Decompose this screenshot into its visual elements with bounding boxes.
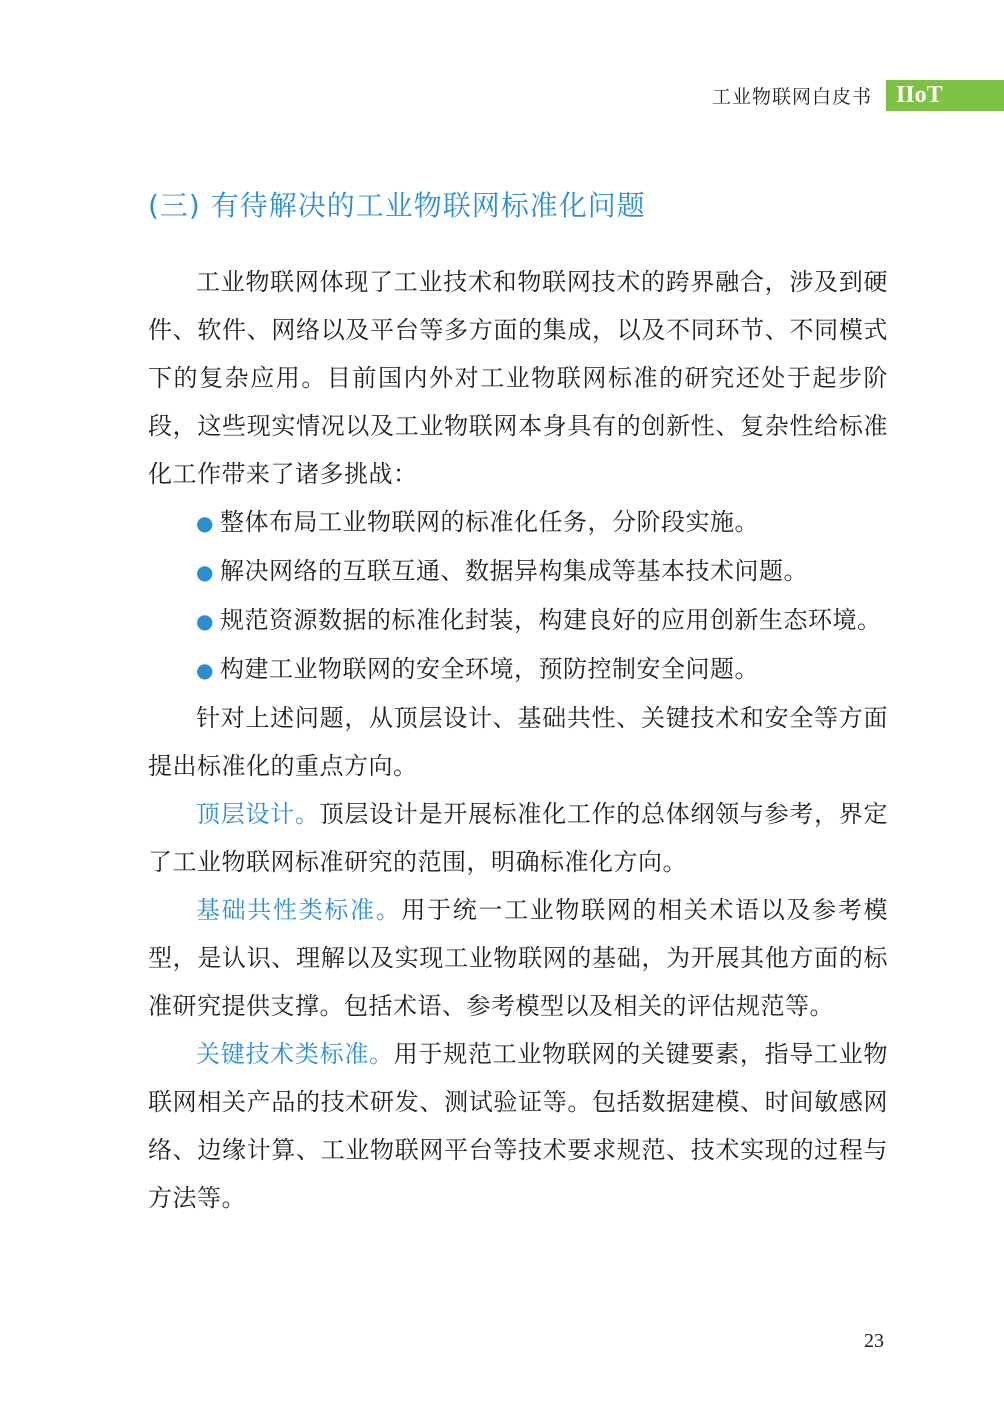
bullet-item bbox=[148, 498, 888, 547]
bullet-text: 整体布局工业物联网的标准化任务，分阶段实施。 bbox=[219, 508, 759, 536]
item-text: 顶层设计是开展标准化工作的总体纲领与参考，界定了工业物联网标准研究的范围，明确标准化方向。 bbox=[148, 800, 889, 876]
body-content bbox=[148, 258, 888, 1222]
bullet-text: 解决网络的互联互通、数据异构集成等基本技术问题。 bbox=[219, 557, 808, 585]
header-badge: IIoT bbox=[886, 80, 1004, 111]
bullet-text: 规范资源数据的标准化封装，构建良好的应用创新生态环境。 bbox=[219, 606, 882, 634]
bullet-text: 构建工业物联网的安全环境，预防控制安全问题。 bbox=[219, 655, 759, 683]
section-title: (三) 有待解决的工业物联网标准化问题 bbox=[148, 189, 646, 222]
bullet-dot-icon: ● bbox=[196, 511, 214, 535]
page-header bbox=[712, 80, 1004, 111]
page-number: 23 bbox=[864, 1330, 884, 1352]
bullet-item bbox=[148, 596, 888, 645]
bullet-dot-icon: ● bbox=[196, 658, 214, 682]
bullet-dot-icon: ● bbox=[196, 560, 214, 584]
bullet-dot-icon: ● bbox=[196, 609, 214, 633]
item-text: 用于规范工业物联网的关键要素，指导工业物联网相关产品的技术研发、测试验证等。包括数据建模、时间敏感网络、边缘计算、工业物联网平台等技术要求规范、技术实现的过程与方法等。 bbox=[148, 1040, 889, 1212]
item-paragraph bbox=[148, 886, 888, 1030]
header-title: 工业物联网白皮书 bbox=[711, 86, 872, 108]
bullet-item bbox=[148, 547, 888, 596]
item-label: 顶层设计。 bbox=[196, 800, 320, 828]
item-paragraph bbox=[148, 790, 888, 886]
item-label: 关键技术类标准。 bbox=[196, 1040, 394, 1068]
summary-paragraph: 针对上述问题，从顶层设计、基础共性、关键技术和安全等方面提出标准化的重点方向。 bbox=[148, 704, 888, 780]
bullet-item bbox=[148, 645, 888, 694]
item-text: 用于统一工业物联网的相关术语以及参考模型，是认识、理解以及实现工业物联网的基础，为开展其他方面的标准研究提供支撑。包括术语、参考模型以及相关的评估规范等。 bbox=[148, 896, 889, 1020]
item-paragraph bbox=[148, 1030, 888, 1222]
intro-paragraph: 工业物联网体现了工业技术和物联网技术的跨界融合，涉及到硬件、软件、网络以及平台等多方面的集成，以及不同环节、不同模式下的复杂应用。目前国内外对工业物联网标准的研究还处于起步阶段，这些现实情况以及工业物联网本身具有的创新性、复杂性给标准化工作带来了诸多挑战： bbox=[148, 268, 888, 488]
item-label: 基础共性类标准。 bbox=[196, 896, 402, 924]
